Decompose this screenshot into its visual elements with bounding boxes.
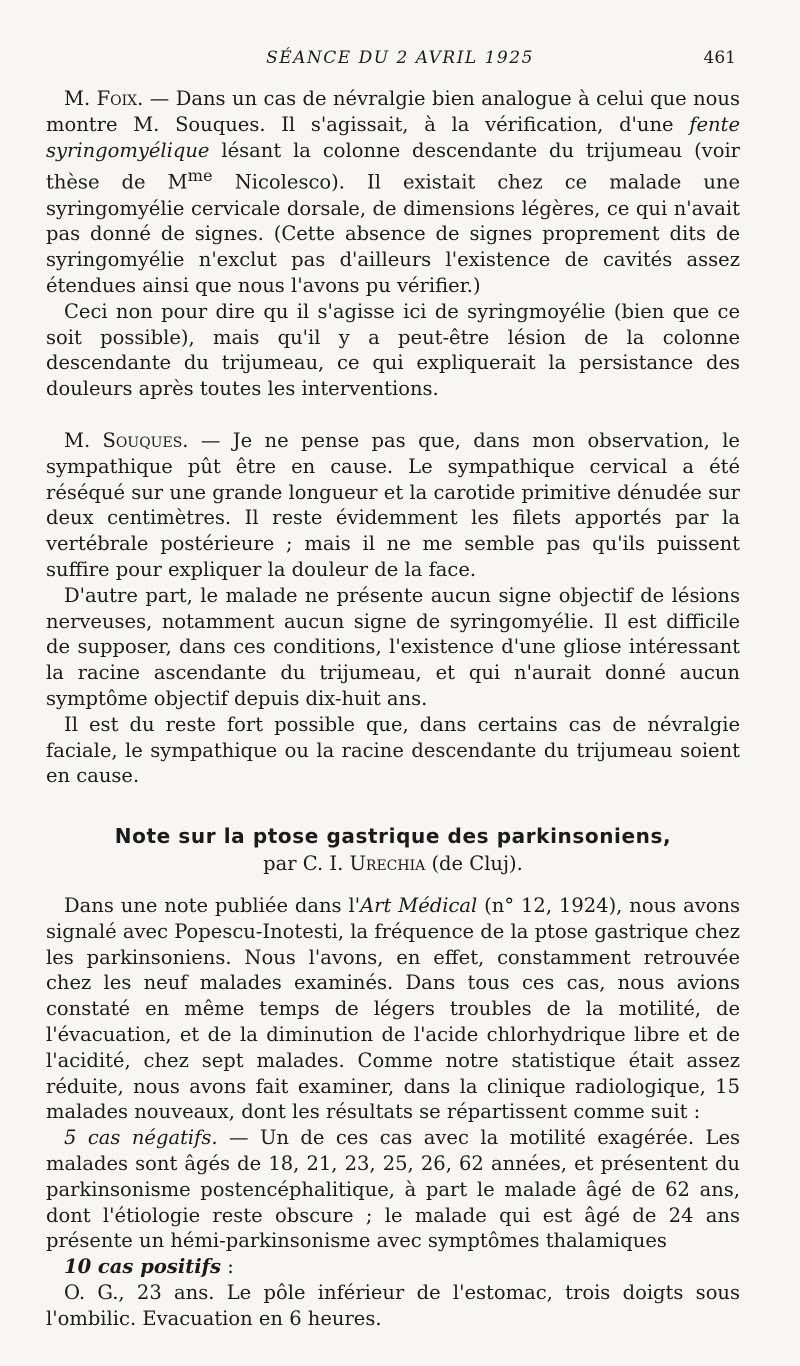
journal-title: Art Médical (360, 894, 478, 918)
souques-paragraph-3: Il est du reste fort possible que, dans certains cas de névralgie faciale, le sympathique ou la racine descendante du trijumeau soient en cause. (46, 712, 740, 788)
running-title: SÉANCE DU 2 AVRIL 1925 (266, 48, 534, 68)
page-body (46, 86, 740, 1332)
page-number: 461 (703, 48, 736, 68)
negative-cases-label: 5 cas négatifs. (64, 1126, 218, 1150)
souques-paragraph-2: D'autre part, le malade ne présente aucun signe objectif de lésions nerveuses, notamment aucun signe de syringomyélie. Il est difficile de supposer, dans ces conditions, l'existence d'une gliose intéressant la racine ascendante du trijumeau, et qui n'aurait donné aucun symptôme objectif depuis dix-huit ans. (46, 583, 740, 711)
case-paragraph: O. G., 23 ans. Le pôle inférieur de l'estomac, trois doigts sous l'ombilic. Evacuation en 6 heures. (46, 1280, 740, 1330)
note-byline: par C. I. Urechia (de Cluj). (263, 852, 523, 876)
note-title: Note sur la ptose gastrique des parkinsoniens, (114, 824, 672, 849)
positive-cases-heading: 10 cas positifs : (64, 1255, 234, 1279)
speaker-foix: M. Foix. (64, 87, 144, 110)
section-gap (46, 402, 740, 428)
italic-term: fente syringomyélique (46, 112, 740, 162)
running-header (0, 48, 800, 72)
foix-paragraph-2: Ceci non pour dire qu il s'agisse ici de syringmoyélie (bien que ce soit possible), mais qu'il y a peut-être lésion de la colonne descendante du trijumeau, ce qui expliquerait la persistance des douleurs après toutes les interventions. (46, 299, 740, 401)
souques-paragraph-1: M. Souques. — Je ne pense pas que, dans mon observation, le sympathique pût être en cause. Le sympathique cervical a été réséqué sur une grande longueur et la carotide primitive dénudée sur deux centimètres. Il reste évidemment les filets apportés par la vertébrale postérieure ; mais il ne me semble pas qu'ils puissent suffire pour expliquer la douleur de la face. (46, 429, 740, 582)
positive-cases-label: 10 cas positifs (64, 1255, 222, 1279)
speaker-souques: M. Souques. (64, 429, 189, 453)
negative-cases-paragraph: 5 cas négatifs. — Un de ces cas avec la motilité exagérée. Les malades sont âgés de 18, 21, 23, 25, 26, 62 années, et présentent du parkinsonisme postencéphalitique, à part le malade âgé de 62 ans, dont l'étiologie reste obscure ; le malade qui est âgé de 24 ans présente un hémi-parkinsonisme avec symptômes thalamiques (46, 1126, 740, 1253)
author-name: Urechia (349, 852, 426, 876)
foix-paragraph-1: M. Foix. — Dans un cas de névralgie bien analogue à celui que nous montre M. Souques. Il s'agissait, à la vérification, d'une fente syringomyélique lésant la colonne descendante du trijumeau (voir thèse de $M^{me}$ Nicolesco). Il existait chez ce malade une syringomyélie cervicale dorsale, de dimensions légères, ce qui n'avait pas donné de signes. (Cette absence de signes proprement dits de syringomyélie n'exclut pas d'ailleurs l'existence de cavités assez étendues ainsi que nous l'avons pu vérifier.) (46, 87, 740, 298)
note-paragraph-1: Dans une note publiée dans l'Art Médical (n° 12, 1924), nous avons signalé avec Popescu-Inotesti, la fréquence de la ptose gastrique chez les parkinsoniens. Nous l'avons, en effet, constamment retrouvée chez les neuf malades examinés. Dans tous ces cas, nous avions constaté en même temps de légers troubles de la motilité, de l'évacuation, et de la diminution de l'acide chlorhydrique libre et de l'acidité, chez sept malades. Comme notre statistique était assez réduite, nous avons fait examiner, dans la clinique radiologique, 15 malades nouveaux, dont les résultats se répartissent comme suit : (46, 894, 741, 1124)
